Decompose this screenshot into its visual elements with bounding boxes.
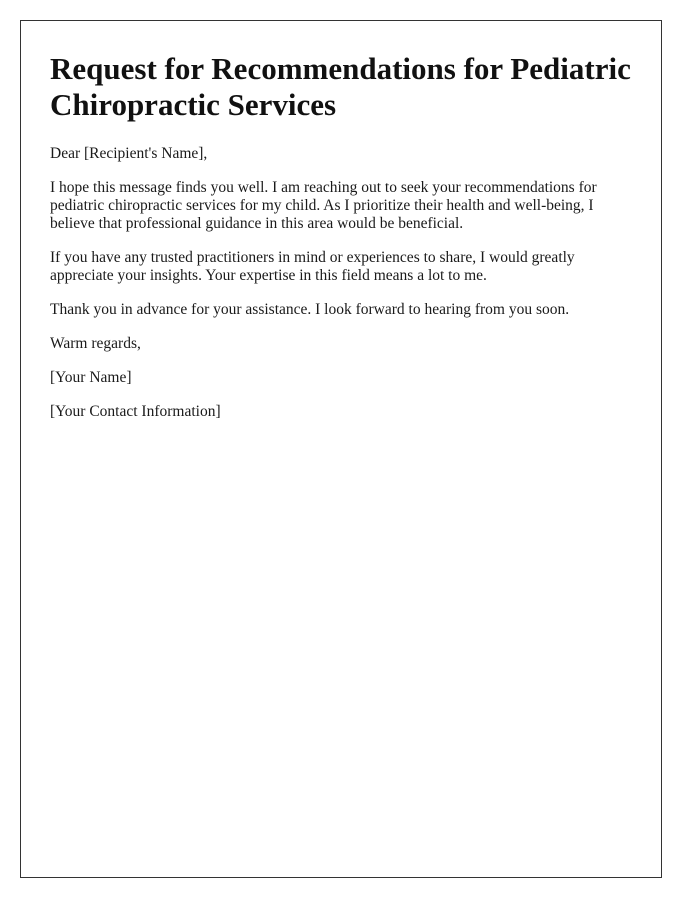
body-paragraph-thanks: Thank you in advance for your assistance. I look forward to hearing from you soon.	[50, 301, 570, 318]
closing: Warm regards,	[50, 335, 141, 352]
body-paragraph-request: If you have any trusted practitioners in mind or experiences to share, I would greatly appreciate your insights. Your expertise in this field means a lot to me.	[50, 249, 575, 284]
salutation: Dear [Recipient's Name],	[50, 145, 208, 162]
body-paragraph-intro: I hope this message finds you well. I am reaching out to seek your recommendations for pediatric chiropractic services for my child. As I prioritize their health and well-being, I believe that professional guidance in this area would be beneficial.	[50, 179, 597, 232]
letter-page	[20, 20, 662, 878]
letter-title: Request for Recommendations for Pediatric Chiropractic Services	[50, 51, 631, 122]
sender-contact: [Your Contact Information]	[50, 403, 221, 420]
sender-name: [Your Name]	[50, 369, 132, 386]
letter-content	[50, 51, 635, 437]
